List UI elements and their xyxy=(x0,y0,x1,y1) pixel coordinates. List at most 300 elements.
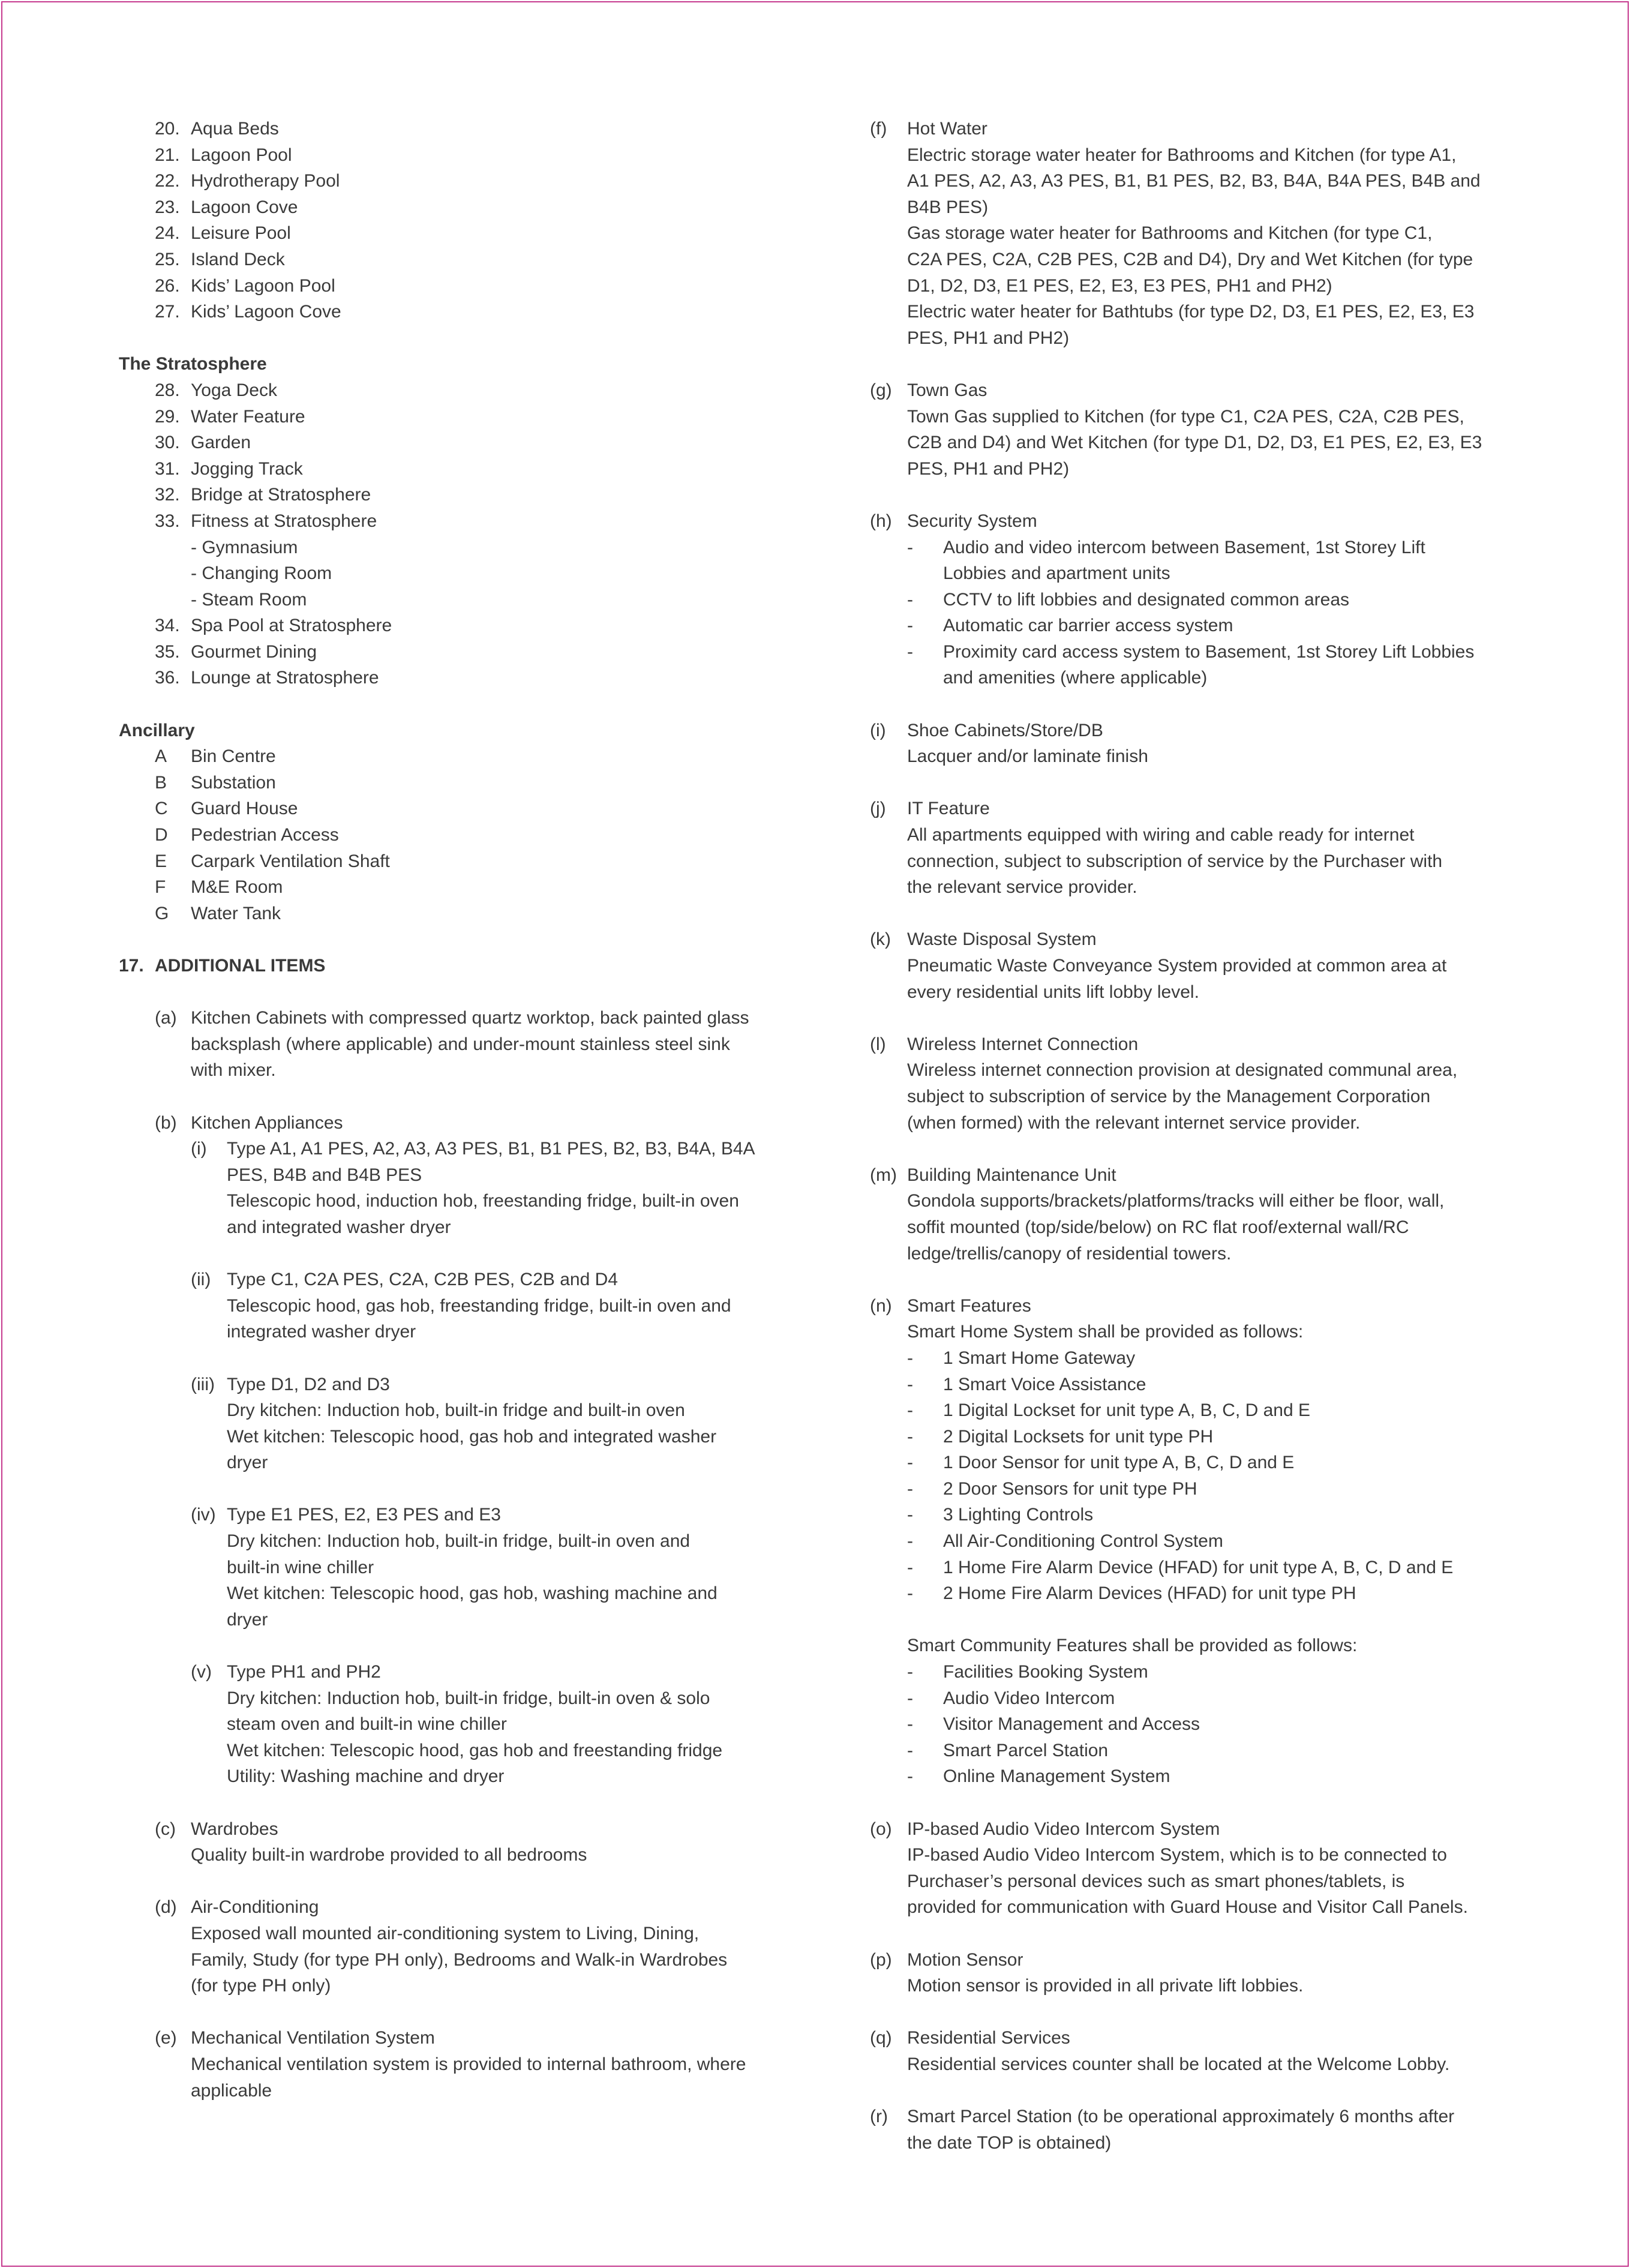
appliance-type-text: Utility: Washing machine and dryer xyxy=(227,1766,505,1787)
item-g-line xyxy=(870,404,1518,430)
appliance-type-text: Type D1, D2 and D3 xyxy=(227,1374,390,1394)
item-g-label xyxy=(870,404,907,430)
item-o-text: provided for communication with Guard House and Visitor Call Panels. xyxy=(907,1897,1468,1918)
kitchen-appliance-types xyxy=(155,1136,809,1790)
item-o-line xyxy=(870,1816,1518,1843)
item-d-label xyxy=(155,1921,191,1947)
ancillary-text: M&E Room xyxy=(191,877,283,898)
security-item xyxy=(870,587,1518,613)
item-a-label xyxy=(155,1031,191,1058)
item-f-line xyxy=(870,273,1518,299)
facility-number: 24. xyxy=(155,223,180,244)
smart-home-dash: - xyxy=(907,1583,913,1604)
item-f-text: Electric water heater for Bathtubs (for type D2, D3, E1 PES, E2, E3, E3 xyxy=(907,302,1475,322)
facility-number: 26. xyxy=(155,275,180,296)
facility-number: 22. xyxy=(155,171,180,191)
item-k-line xyxy=(870,979,1518,1006)
item-c-label: (c) xyxy=(155,1819,176,1839)
security-list xyxy=(870,535,1518,692)
facility-number: 25. xyxy=(155,249,180,269)
item-e-label xyxy=(155,2078,191,2104)
item-o-line xyxy=(870,1894,1518,1921)
security-item xyxy=(870,639,1518,665)
fitness-sub-item: - Changing Room xyxy=(191,563,332,584)
fitness-sub-list xyxy=(119,535,809,613)
stratosphere-number: 30. xyxy=(155,433,180,453)
item-l-line xyxy=(870,1110,1518,1136)
right-column xyxy=(870,116,1518,2156)
item-n xyxy=(870,1293,1518,1790)
security-item xyxy=(870,613,1518,639)
ancillary-number: E xyxy=(155,851,167,871)
item-h-label: (h) xyxy=(870,511,892,531)
item-k-text: Waste Disposal System xyxy=(907,929,1097,950)
item-o-label xyxy=(870,1868,907,1895)
item-a-line xyxy=(155,1005,809,1031)
appliance-type-line xyxy=(155,1528,809,1555)
item-f-label xyxy=(870,273,907,299)
appliance-type-number: (ii) xyxy=(191,1270,211,1290)
facility-text: Hydrotherapy Pool xyxy=(191,171,340,191)
item-e-line xyxy=(155,2051,809,2078)
item-f-label xyxy=(870,168,907,194)
item-p-label xyxy=(870,1973,907,1999)
item-m xyxy=(870,1162,1518,1267)
stratosphere-item xyxy=(119,508,809,535)
stratosphere-text: Fitness at Stratosphere xyxy=(191,511,377,531)
appliance-type-text: Type C1, C2A PES, C2A, C2B PES, C2B and D4 xyxy=(227,1270,618,1290)
item-p-label: (p) xyxy=(870,1949,892,1970)
stratosphere-text: Spa Pool at Stratosphere xyxy=(191,616,392,636)
ancillary-text: Guard House xyxy=(191,799,298,819)
item-l-label xyxy=(870,1110,907,1136)
item-f-text: Electric storage water heater for Bathrooms and Kitchen (for type A1, xyxy=(907,145,1457,165)
item-o-label: (o) xyxy=(870,1819,892,1839)
item-c-label xyxy=(155,1842,191,1868)
smart-community-item xyxy=(870,1711,1518,1738)
appliance-type-line xyxy=(155,1685,809,1712)
stratosphere-number: 29. xyxy=(155,406,180,427)
appliance-type-text: built-in wine chiller xyxy=(227,1557,374,1577)
ancillary-text: Bin Centre xyxy=(191,746,276,767)
smart-home-dash: - xyxy=(907,1348,913,1368)
item-d-line xyxy=(155,1894,809,1921)
item-g-text: C2B and D4) and Wet Kitchen (for type D1, D2, D3, E1 PES, E2, E3, E3 xyxy=(907,433,1482,453)
item-r-text: the date TOP is obtained) xyxy=(907,2132,1112,2153)
item-f-line xyxy=(870,325,1518,352)
security-item xyxy=(870,535,1518,561)
item-m-label xyxy=(870,1188,907,1214)
item-q xyxy=(870,2025,1518,2077)
smart-community-item xyxy=(870,1738,1518,1764)
item-d-label xyxy=(155,1973,191,1999)
ancillary-text: Substation xyxy=(191,772,276,793)
item-r-label: (r) xyxy=(870,2107,888,2127)
appliance-type-line xyxy=(155,1188,809,1214)
facility-item xyxy=(119,142,809,169)
stratosphere-item xyxy=(119,377,809,404)
appliance-type-line xyxy=(155,1450,809,1476)
smart-community-text: Visitor Management and Access xyxy=(943,1714,1200,1735)
item-c-line xyxy=(155,1816,809,1843)
item-f-label xyxy=(870,194,907,221)
item-k-label: (k) xyxy=(870,929,891,950)
smart-home-item xyxy=(870,1476,1518,1502)
facility-item xyxy=(119,116,809,142)
stratosphere-text: Gourmet Dining xyxy=(191,641,317,662)
appliance-type-number: (v) xyxy=(191,1662,212,1682)
appliance-type-number xyxy=(191,1214,227,1241)
smart-home-dash: - xyxy=(907,1478,913,1499)
item-k-text: Pneumatic Waste Conveyance System provided at common area at xyxy=(907,956,1447,976)
stratosphere-text: Jogging Track xyxy=(191,458,303,479)
appliance-type-number xyxy=(191,1685,227,1712)
facility-item xyxy=(119,194,809,221)
smart-community-dash: - xyxy=(907,1766,913,1787)
facility-item xyxy=(119,273,809,299)
stratosphere-item xyxy=(119,639,809,665)
stratosphere-number: 31. xyxy=(155,458,180,479)
item-j-line xyxy=(870,874,1518,901)
ancillary-number: B xyxy=(155,772,167,793)
item-m-label xyxy=(870,1214,907,1241)
appliance-type-text: Telescopic hood, gas hob, freestanding fridge, built-in oven and xyxy=(227,1295,731,1316)
stratosphere-item xyxy=(119,404,809,430)
appliance-type-line xyxy=(155,1397,809,1424)
stratosphere-number: 34. xyxy=(155,616,180,636)
security-item xyxy=(870,665,1518,691)
item-r-label xyxy=(870,2130,907,2156)
security-text: Proximity card access system to Basement, 1st Storey Lift Lobbies xyxy=(943,641,1475,662)
smart-community-text: Online Management System xyxy=(943,1766,1170,1787)
ancillary-heading: Ancillary xyxy=(119,720,195,740)
item-f-label xyxy=(870,220,907,247)
appliance-type-text: dryer xyxy=(227,1453,268,1473)
ancillary-text: Carpark Ventilation Shaft xyxy=(191,851,390,871)
item-k xyxy=(870,926,1518,1005)
smart-home-item xyxy=(870,1397,1518,1424)
facility-item xyxy=(119,168,809,194)
item-q-line xyxy=(870,2025,1518,2051)
security-dash: - xyxy=(907,641,913,662)
item-e-text: applicable xyxy=(191,2080,272,2101)
item-f-label: (f) xyxy=(870,119,887,139)
item-g-text: Town Gas xyxy=(907,380,987,400)
item-f xyxy=(870,116,1518,351)
item-l-label xyxy=(870,1084,907,1110)
smart-home-text: 1 Door Sensor for unit type A, B, C, D and E xyxy=(943,1453,1295,1473)
item-a xyxy=(119,1005,809,1084)
smart-home-item xyxy=(870,1580,1518,1607)
item-f-label xyxy=(870,325,907,352)
item-o-label xyxy=(870,1894,907,1921)
ancillary-number: G xyxy=(155,903,169,923)
spacer xyxy=(155,1241,809,1267)
stratosphere-item xyxy=(119,665,809,691)
item-q-text: Residential services counter shall be located at the Welcome Lobby. xyxy=(907,2054,1450,2074)
appliance-type-number xyxy=(191,1319,227,1345)
item-a-text: backsplash (where applicable) and under-mount stainless steel sink xyxy=(191,1034,730,1054)
item-i-text: Lacquer and/or laminate finish xyxy=(907,746,1148,767)
appliance-type-line xyxy=(155,1424,809,1450)
smart-home-item xyxy=(870,1450,1518,1476)
item-e xyxy=(119,2025,809,2104)
appliance-type-line xyxy=(155,1763,809,1790)
smart-community-text: Smart Parcel Station xyxy=(943,1740,1109,1760)
item-f-line xyxy=(870,220,1518,247)
item-l-line xyxy=(870,1084,1518,1110)
smart-home-text: 1 Digital Lockset for unit type A, B, C, D and E xyxy=(943,1400,1310,1421)
item-c-text: Quality built-in wardrobe provided to all bedrooms xyxy=(191,1845,587,1865)
smart-home-item xyxy=(870,1345,1518,1372)
appliance-type-number: (iii) xyxy=(191,1374,215,1394)
item-j-line xyxy=(870,796,1518,822)
item-q-label xyxy=(870,2051,907,2078)
item-f-line xyxy=(870,299,1518,325)
security-dash: - xyxy=(907,537,913,557)
item-j-label xyxy=(870,874,907,901)
item-i-text: Shoe Cabinets/Store/DB xyxy=(907,720,1103,740)
appliance-type-number xyxy=(191,1763,227,1790)
item-n-title: Smart Features xyxy=(907,1295,1031,1316)
appliance-type-line xyxy=(155,1319,809,1345)
item-l xyxy=(870,1031,1518,1136)
fitness-sub-item: - Gymnasium xyxy=(191,537,298,557)
item-l-label: (l) xyxy=(870,1034,886,1054)
item-o-line xyxy=(870,1868,1518,1895)
appliance-type-number xyxy=(191,1450,227,1476)
stratosphere-number: 35. xyxy=(155,641,180,662)
facility-number: 20. xyxy=(155,119,180,139)
appliance-type-line xyxy=(155,1659,809,1685)
item-g-label xyxy=(870,456,907,482)
item-d-line xyxy=(155,1921,809,1947)
item-e-label: (e) xyxy=(155,2028,177,2048)
appliance-type-text: Dry kitchen: Induction hob, built-in fridge and built-in oven xyxy=(227,1400,685,1421)
ancillary-number: A xyxy=(155,746,167,767)
item-a-text: with mixer. xyxy=(191,1060,276,1081)
appliance-type-number xyxy=(191,1711,227,1738)
appliance-type-line xyxy=(155,1502,809,1528)
item-i-label: (i) xyxy=(870,720,886,740)
appliance-type-text: and integrated washer dryer xyxy=(227,1217,451,1237)
item-l-label xyxy=(870,1057,907,1084)
smart-home-text: 1 Smart Voice Assistance xyxy=(943,1374,1146,1394)
appliance-type-number: (iv) xyxy=(191,1505,216,1525)
smart-home-text: 2 Door Sensors for unit type PH xyxy=(943,1478,1197,1499)
item-f-label xyxy=(870,299,907,325)
item-a-label: (a) xyxy=(155,1008,177,1028)
item-h xyxy=(870,508,1518,691)
stratosphere-heading: The Stratosphere xyxy=(119,354,267,374)
item-o-text: IP-based Audio Video Intercom System, which is to be connected to xyxy=(907,1845,1447,1865)
stratosphere-text: Garden xyxy=(191,433,251,453)
item-k-label xyxy=(870,953,907,979)
smart-community-item xyxy=(870,1685,1518,1712)
item-a-line xyxy=(155,1031,809,1058)
stratosphere-item xyxy=(119,456,809,482)
appliance-type-text: integrated washer dryer xyxy=(227,1322,416,1342)
smart-home-text: All Air-Conditioning Control System xyxy=(943,1531,1223,1552)
appliance-type-text: Dry kitchen: Induction hob, built-in fridge, built-in oven and xyxy=(227,1531,691,1552)
smart-home-item xyxy=(870,1424,1518,1450)
item-k-label xyxy=(870,979,907,1006)
appliance-type-line xyxy=(155,1293,809,1319)
item-e-line xyxy=(155,2025,809,2051)
item-h-title: Security System xyxy=(907,511,1037,531)
item-g-line xyxy=(870,456,1518,482)
smart-home-list xyxy=(870,1345,1518,1607)
item-o-text: IP-based Audio Video Intercom System xyxy=(907,1819,1220,1839)
item-m-text: ledge/trellis/canopy of residential towers. xyxy=(907,1243,1232,1264)
section-number: 17. xyxy=(119,956,144,976)
ancillary-text: Water Tank xyxy=(191,903,281,923)
facility-text: Aqua Beds xyxy=(191,119,279,139)
item-d-label: (d) xyxy=(155,1897,177,1918)
smart-home-text: 1 Home Fire Alarm Device (HFAD) for unit type A, B, C, D and E xyxy=(943,1557,1454,1577)
appliance-type-line xyxy=(155,1711,809,1738)
item-f-text: C2A PES, C2A, C2B PES, C2B and D4), Dry and Wet Kitchen (for type xyxy=(907,249,1473,269)
item-m-label: (m) xyxy=(870,1165,897,1185)
appliance-type-number: (i) xyxy=(191,1139,207,1159)
smart-home-dash: - xyxy=(907,1374,913,1394)
smart-community-text: Facilities Booking System xyxy=(943,1662,1148,1682)
facility-text: Kids’ Lagoon Pool xyxy=(191,275,335,296)
item-m-line xyxy=(870,1188,1518,1214)
smart-community-intro: Smart Community Features shall be provided as follows: xyxy=(907,1636,1358,1656)
item-j-line xyxy=(870,848,1518,875)
section-heading xyxy=(119,953,809,979)
item-j-text: the relevant service provider. xyxy=(907,877,1137,898)
security-dash: - xyxy=(907,616,913,636)
facility-item xyxy=(119,299,809,325)
appliance-type-text: steam oven and built-in wine chiller xyxy=(227,1714,507,1735)
item-p-text: Motion Sensor xyxy=(907,1949,1023,1970)
item-g xyxy=(870,377,1518,482)
facilities-list xyxy=(119,116,809,325)
item-l-line xyxy=(870,1031,1518,1058)
appliance-type-text: Wet kitchen: Telescopic hood, gas hob and integrated washer xyxy=(227,1426,717,1447)
appliance-type-line xyxy=(155,1580,809,1607)
appliance-type-line xyxy=(155,1738,809,1764)
appliance-type-number xyxy=(191,1293,227,1319)
item-j-label xyxy=(870,848,907,875)
facility-text: Kids’ Lagoon Cove xyxy=(191,302,341,322)
appliance-type-text: Dry kitchen: Induction hob, built-in fridge, built-in oven & solo xyxy=(227,1688,710,1708)
item-l-text: Wireless internet connection provision at designated communal area, xyxy=(907,1060,1458,1081)
appliance-type-number xyxy=(191,1162,227,1189)
item-j-label: (j) xyxy=(870,799,886,819)
appliance-type-line xyxy=(155,1607,809,1633)
facility-number: 27. xyxy=(155,302,180,322)
ancillary-item xyxy=(119,901,809,927)
item-q-text: Residential Services xyxy=(907,2028,1070,2048)
ancillary-item xyxy=(119,743,809,770)
appliance-type-text: Wet kitchen: Telescopic hood, gas hob and freestanding fridge xyxy=(227,1740,723,1760)
item-m-text: soffit mounted (top/side/below) on RC flat roof/external wall/RC xyxy=(907,1217,1409,1237)
stratosphere-list-2 xyxy=(119,613,809,691)
ancillary-text: Pedestrian Access xyxy=(191,825,339,845)
smart-home-item xyxy=(870,1372,1518,1398)
item-k-line xyxy=(870,926,1518,953)
item-p-text: Motion sensor is provided in all private lift lobbies. xyxy=(907,1976,1304,1996)
appliance-type-line xyxy=(155,1214,809,1241)
item-d xyxy=(119,1894,809,1999)
spacer xyxy=(155,1476,809,1502)
item-p-line xyxy=(870,1947,1518,1973)
smart-community-dash: - xyxy=(907,1714,913,1735)
ancillary-number: F xyxy=(155,877,166,898)
appliance-type-text: Type E1 PES, E2, E3 PES and E3 xyxy=(227,1505,501,1525)
item-i xyxy=(870,718,1518,770)
security-dash xyxy=(907,665,943,691)
item-q-label: (q) xyxy=(870,2028,892,2048)
appliance-type-number xyxy=(191,1580,227,1607)
appliance-type-text: Telescopic hood, induction hob, freestanding fridge, built-in oven xyxy=(227,1191,739,1211)
stratosphere-number: 36. xyxy=(155,668,180,688)
item-j-text: connection, subject to subscription of service by the Purchaser with xyxy=(907,851,1443,871)
smart-home-item xyxy=(870,1555,1518,1581)
smart-home-text: 2 Digital Locksets for unit type PH xyxy=(943,1426,1214,1447)
item-f-text: B4B PES) xyxy=(907,197,989,217)
item-j-line xyxy=(870,822,1518,848)
appliance-type-number xyxy=(191,1528,227,1555)
smart-community-item xyxy=(870,1659,1518,1685)
smart-community-text: Audio Video Intercom xyxy=(943,1688,1115,1708)
item-m-text: Gondola supports/brackets/platforms/tracks will either be floor, wall, xyxy=(907,1191,1445,1211)
stratosphere-item xyxy=(119,482,809,508)
item-d-text: (for type PH only) xyxy=(191,1976,331,1996)
item-r-text: Smart Parcel Station (to be operational approximately 6 months after xyxy=(907,2107,1455,2127)
security-item xyxy=(870,560,1518,587)
item-d-text: Exposed wall mounted air-conditioning system to Living, Dining, xyxy=(191,1923,700,1943)
item-c-line xyxy=(155,1842,809,1868)
fitness-sub-item: - Steam Room xyxy=(191,589,307,610)
item-f-label xyxy=(870,142,907,169)
item-l-line xyxy=(870,1057,1518,1084)
security-text: CCTV to lift lobbies and designated common areas xyxy=(943,589,1350,610)
item-f-line xyxy=(870,116,1518,142)
spacer xyxy=(155,1345,809,1372)
stratosphere-number: 33. xyxy=(155,511,180,531)
appliance-type-text: Wet kitchen: Telescopic hood, gas hob, washing machine and xyxy=(227,1583,718,1604)
smart-community-list xyxy=(870,1659,1518,1790)
item-g-line xyxy=(870,377,1518,404)
appliance-type-number xyxy=(191,1607,227,1633)
appliance-type-text: dryer xyxy=(227,1609,268,1630)
ancillary-item xyxy=(119,874,809,901)
item-a-line xyxy=(155,1057,809,1084)
section-title: ADDITIONAL ITEMS xyxy=(155,956,326,976)
security-text: Automatic car barrier access system xyxy=(943,616,1233,636)
stratosphere-text: Water Feature xyxy=(191,406,305,427)
appliance-type-number xyxy=(191,1555,227,1581)
stratosphere-text: Bridge at Stratosphere xyxy=(191,485,371,505)
item-g-text: Town Gas supplied to Kitchen (for type C1, C2A PES, C2A, C2B PES, xyxy=(907,406,1464,427)
item-d-text: Family, Study (for type PH only), Bedrooms and Walk-in Wardrobes xyxy=(191,1949,728,1970)
appliance-type-number xyxy=(191,1738,227,1764)
item-j-text: All apartments equipped with wiring and cable ready for internet xyxy=(907,825,1415,845)
item-l-text: subject to subscription of service by the Management Corporation xyxy=(907,1086,1431,1106)
ancillary-item xyxy=(119,796,809,822)
appliance-type-text: Type A1, A1 PES, A2, A3, A3 PES, B1, B1 PES, B2, B3, B4A, B4A xyxy=(227,1139,755,1159)
smart-community-dash: - xyxy=(907,1662,913,1682)
security-text: Lobbies and apartment units xyxy=(943,563,1170,584)
item-c-text: Wardrobes xyxy=(191,1819,278,1839)
smart-home-dash: - xyxy=(907,1400,913,1421)
stratosphere-text: Lounge at Stratosphere xyxy=(191,668,379,688)
appliance-type-line xyxy=(155,1555,809,1581)
